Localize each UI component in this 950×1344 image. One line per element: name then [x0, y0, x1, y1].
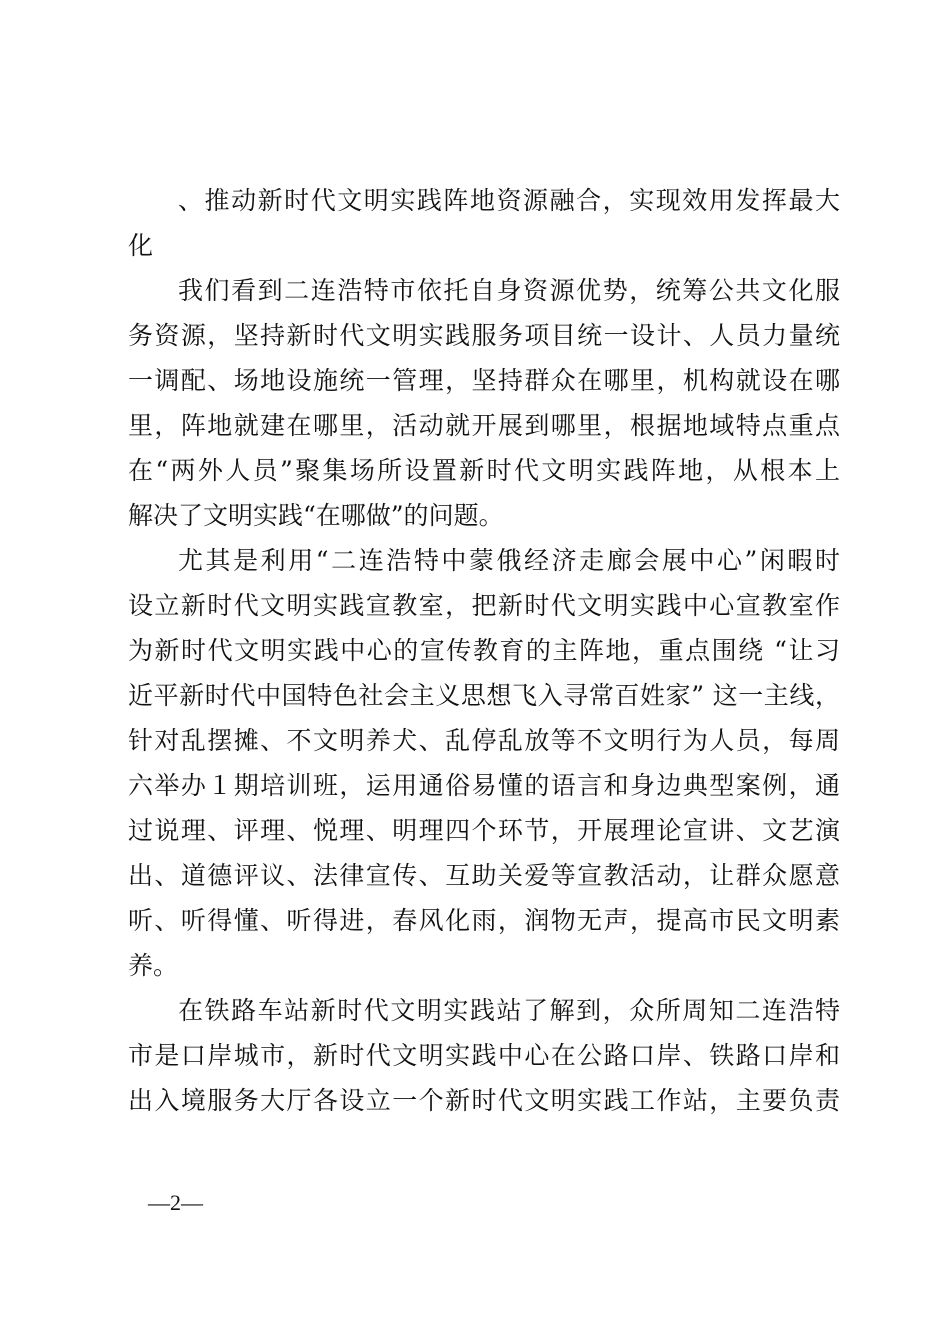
text-line: 尤其是利用“二连浩特中蒙俄经济走廊会展中心”闲暇时: [178, 546, 840, 575]
text-line: 听、听得懂、听得进，春风化雨，润物无声，提高市民文明素: [128, 906, 840, 935]
text-line: 一调配、场地设施统一管理，坚持群众在哪里，机构就设在哪: [128, 366, 840, 395]
text-line: 在铁路车站新时代文明实践站了解到，众所周知二连浩特: [178, 996, 840, 1025]
text-line: 针对乱摆摊、不文明养犬、乱停乱放等不文明行为人员，每周: [128, 726, 840, 755]
text-line: 解决了文明实践“在哪做”的问题。: [128, 501, 504, 530]
page-number: —2—: [148, 1190, 203, 1215]
text-line: 六举办１期培训班，运用通俗易懂的语言和身边典型案例，通: [128, 771, 840, 800]
text-line: 、推动新时代文明实践阵地资源融合，实现效用发挥最大: [178, 186, 840, 215]
text-line: 过说理、评理、悦理、明理四个环节，开展理论宣讲、文艺演: [128, 816, 840, 845]
text-line: 我们看到二连浩特市依托自身资源优势，统筹公共文化服: [178, 276, 840, 305]
text-line: 近平新时代中国特色社会主义思想飞入寻常百姓家” 这一主线，: [128, 681, 840, 710]
text-line: 里，阵地就建在哪里，活动就开展到哪里，根据地域特点重点: [128, 411, 840, 440]
text-line: 化: [128, 231, 154, 260]
text-line: 设立新时代文明实践宣教室，把新时代文明实践中心宣教室作: [128, 591, 840, 620]
text-line: 出、道德评议、法律宣传、互助关爱等宣教活动，让群众愿意: [128, 861, 840, 890]
text-line: 出入境服务大厅各设立一个新时代文明实践工作站，主要负责: [128, 1086, 840, 1115]
text-line: 市是口岸城市，新时代文明实践中心在公路口岸、铁路口岸和: [128, 1041, 840, 1070]
text-line: 为新时代文明实践中心的宣传教育的主阵地，重点围绕 “让习: [128, 636, 840, 665]
text-line: 在“两外人员”聚集场所设置新时代文明实践阵地，从根本上: [128, 456, 840, 485]
document-body: [128, 178, 840, 1123]
text-line: 务资源，坚持新时代文明实践服务项目统一设计、人员力量统: [128, 321, 840, 350]
text-line: 养。: [128, 951, 179, 980]
